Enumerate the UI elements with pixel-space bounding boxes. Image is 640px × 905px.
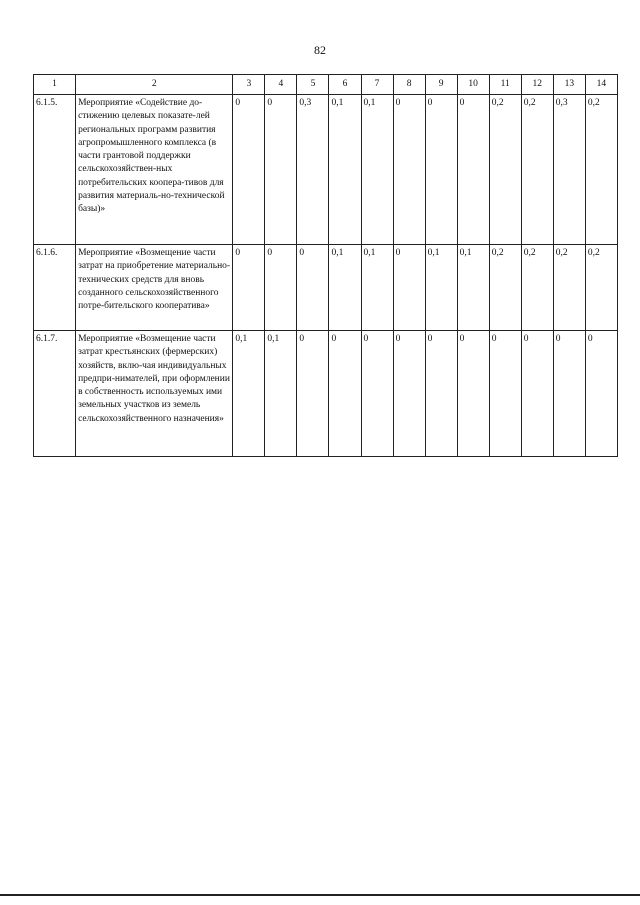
value-cell: 0,1: [265, 331, 297, 457]
value-cell: 0: [393, 95, 425, 245]
value-cell: 0,1: [233, 331, 265, 457]
header-cell: 13: [553, 75, 585, 95]
header-cell: 10: [457, 75, 489, 95]
header-cell: 12: [521, 75, 553, 95]
page-number: 82: [314, 43, 326, 57]
value-cell: 0: [425, 95, 457, 245]
value-cell: 0: [553, 331, 585, 457]
header-cell: 2: [76, 75, 233, 95]
header-cell: 14: [585, 75, 617, 95]
header-cell: 8: [393, 75, 425, 95]
value-cell: 0: [393, 245, 425, 331]
header-cell: 6: [329, 75, 361, 95]
value-cell: 0: [233, 245, 265, 331]
header-cell: 3: [233, 75, 265, 95]
value-cell: 0: [265, 95, 297, 245]
value-cell: 0,1: [361, 245, 393, 331]
value-cell: 0,2: [585, 95, 617, 245]
value-cell: 0,3: [297, 95, 329, 245]
value-cell: 0: [297, 245, 329, 331]
row-description: Мероприятие «Возмещение части затрат крестьянских (фермерских) хозяйств, вклю-чая индивидуальных предпри-нимателей, при оформлении в собственность используемых ими земельных участков из земель сельскохозяйственного назначения»: [76, 331, 233, 457]
value-cell: 0,2: [553, 245, 585, 331]
value-cell: 0,3: [553, 95, 585, 245]
header-cell: 5: [297, 75, 329, 95]
value-cell: 0: [457, 331, 489, 457]
data-table: [33, 74, 618, 457]
value-cell: 0: [265, 245, 297, 331]
value-cell: 0: [521, 331, 553, 457]
value-cell: 0,2: [521, 95, 553, 245]
value-cell: 0,1: [329, 245, 361, 331]
header-cell: 7: [361, 75, 393, 95]
table-row: [34, 331, 618, 457]
value-cell: 0: [457, 95, 489, 245]
value-cell: 0: [361, 331, 393, 457]
table-row: [34, 95, 618, 245]
value-cell: 0: [329, 331, 361, 457]
value-cell: 0,1: [329, 95, 361, 245]
value-cell: 0,1: [361, 95, 393, 245]
value-cell: 0,1: [425, 245, 457, 331]
value-cell: 0,2: [521, 245, 553, 331]
value-cell: 0,2: [489, 245, 521, 331]
table-row: [34, 245, 618, 331]
header-cell: 4: [265, 75, 297, 95]
row-code: 6.1.7.: [34, 331, 76, 457]
header-cell: 11: [489, 75, 521, 95]
value-cell: 0: [233, 95, 265, 245]
row-description: Мероприятие «Возмещение части затрат на приобретение материально-технических средств для вновь созданного сельскохозяйственного потре-бительского кооператива»: [76, 245, 233, 331]
row-code: 6.1.5.: [34, 95, 76, 245]
value-cell: 0,1: [457, 245, 489, 331]
header-row: [34, 75, 618, 95]
page-bottom-border: [0, 894, 640, 896]
value-cell: 0: [585, 331, 617, 457]
value-cell: 0: [489, 331, 521, 457]
value-cell: 0,2: [585, 245, 617, 331]
value-cell: 0: [297, 331, 329, 457]
header-cell: 9: [425, 75, 457, 95]
value-cell: 0: [393, 331, 425, 457]
value-cell: 0: [425, 331, 457, 457]
header-cell: 1: [34, 75, 76, 95]
value-cell: 0,2: [489, 95, 521, 245]
row-code: 6.1.6.: [34, 245, 76, 331]
row-description: Мероприятие «Содействие до-стижению целевых показате-лей региональных программ развития агропромышленного комплекса (в части грантовой поддержки сельскохозяйствен-ных потребительских коопера-тивов для развития материаль-но-технической базы)»: [76, 95, 233, 245]
